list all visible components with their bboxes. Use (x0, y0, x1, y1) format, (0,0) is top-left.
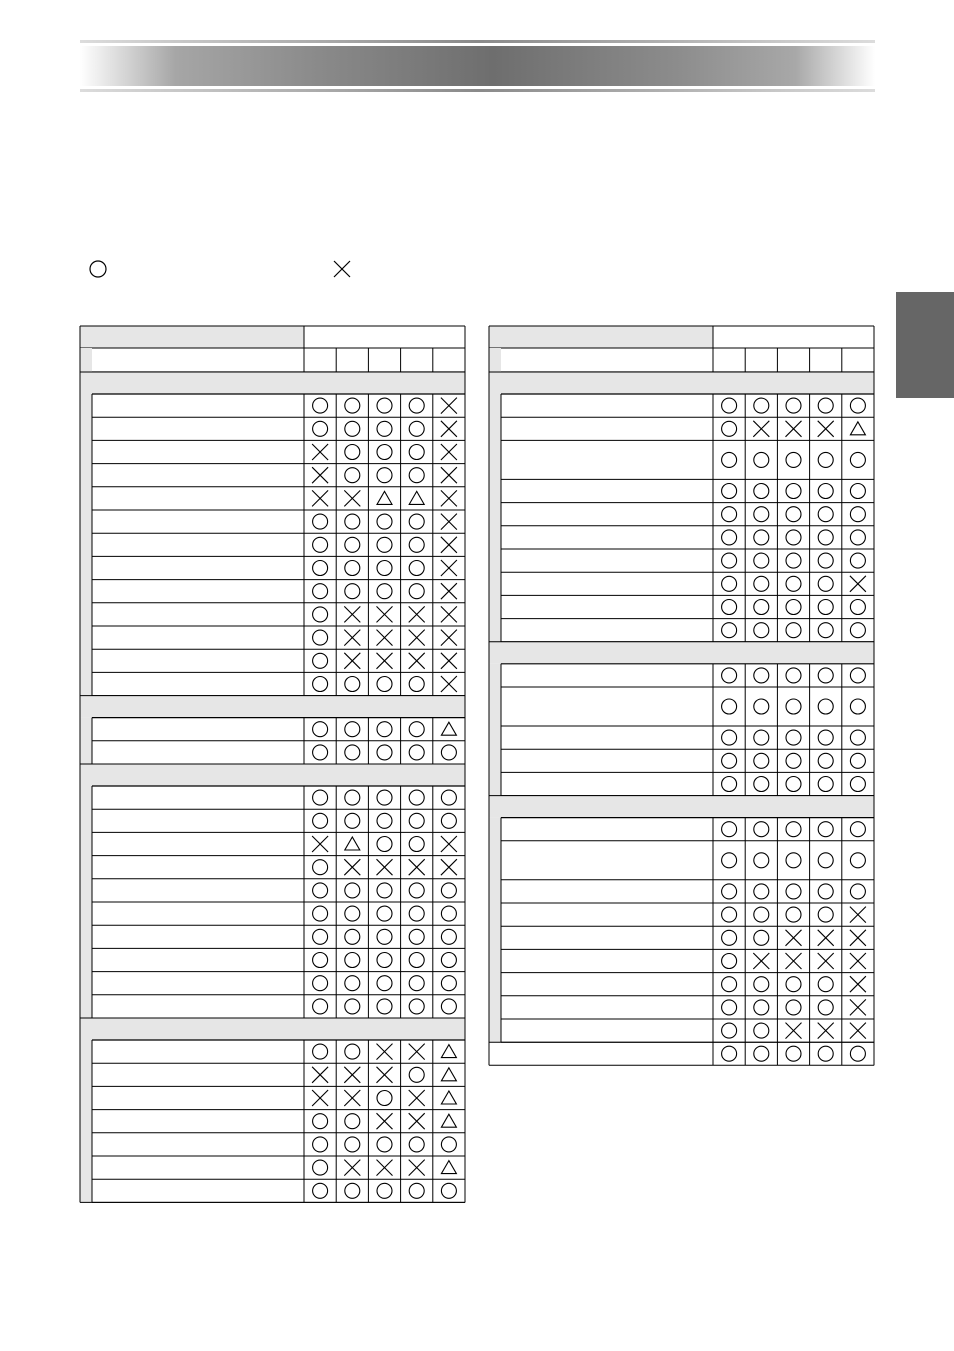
compat-symbol (722, 398, 737, 413)
circle-mark (722, 1046, 737, 1061)
compat-symbol (786, 699, 801, 714)
compat-symbol (786, 977, 801, 992)
circle-mark (818, 530, 833, 545)
compat-symbol (786, 507, 801, 522)
group-indent (489, 664, 501, 796)
compat-symbol (786, 576, 801, 591)
circle-mark (818, 668, 833, 683)
circle-mark (818, 884, 833, 899)
compat-symbol (786, 730, 801, 745)
compat-symbol (722, 668, 737, 683)
compat-symbol (850, 853, 865, 868)
compat-symbol (850, 699, 865, 714)
compat-symbol (722, 977, 737, 992)
circle-mark (850, 530, 865, 545)
compat-symbol (850, 999, 866, 1015)
circle-mark (818, 507, 833, 522)
compat-symbol (818, 623, 833, 638)
compat-symbol (722, 777, 737, 792)
compat-symbol (850, 730, 865, 745)
circle-mark (786, 822, 801, 837)
circle-mark (754, 484, 769, 499)
compat-symbol (754, 600, 769, 615)
compat-symbol (818, 884, 833, 899)
compat-symbol (754, 822, 769, 837)
compat-symbol (818, 576, 833, 591)
circle-mark (850, 507, 865, 522)
circle-mark (850, 884, 865, 899)
compat-symbol (754, 699, 769, 714)
circle-mark (722, 421, 737, 436)
circle-mark (722, 600, 737, 615)
circle-mark (754, 576, 769, 591)
compat-symbol (722, 553, 737, 568)
compat-symbol (850, 753, 865, 768)
circle-mark (754, 907, 769, 922)
compat-symbol (786, 1000, 801, 1015)
circle-mark (754, 530, 769, 545)
circle-mark (786, 530, 801, 545)
compat-symbol (850, 484, 865, 499)
circle-mark (818, 553, 833, 568)
circle-mark (754, 977, 769, 992)
compat-symbol (754, 977, 769, 992)
circle-mark (754, 1000, 769, 1015)
compat-symbol (850, 600, 865, 615)
compat-symbol (722, 884, 737, 899)
circle-mark (850, 600, 865, 615)
compat-symbol (850, 1046, 865, 1061)
compat-symbol (722, 623, 737, 638)
circle-mark (786, 507, 801, 522)
group-indent (489, 818, 501, 1043)
circle-mark (850, 730, 865, 745)
circle-mark (786, 668, 801, 683)
compat-symbol (850, 422, 865, 435)
compat-symbol (786, 753, 801, 768)
compat-symbol (818, 853, 833, 868)
compat-symbol (818, 977, 833, 992)
group-indent (489, 394, 501, 642)
circle-mark (850, 484, 865, 499)
circle-mark (850, 452, 865, 467)
compat-symbol (818, 484, 833, 499)
circle-mark (786, 977, 801, 992)
circle-mark (722, 398, 737, 413)
compat-symbol (786, 600, 801, 615)
circle-mark (754, 730, 769, 745)
circle-mark (754, 668, 769, 683)
compat-symbol (722, 954, 737, 969)
section-band (489, 642, 874, 664)
circle-mark (754, 600, 769, 615)
triangle-mark (850, 422, 865, 435)
compat-symbol (786, 953, 802, 969)
circle-mark (722, 730, 737, 745)
compat-symbol (754, 1023, 769, 1038)
circle-mark (786, 699, 801, 714)
compat-symbol (786, 668, 801, 683)
circle-mark (722, 853, 737, 868)
compat-symbol (786, 907, 801, 922)
compat-symbol (786, 484, 801, 499)
compat-symbol (786, 1046, 801, 1061)
circle-mark (754, 753, 769, 768)
circle-mark (722, 907, 737, 922)
circle-mark (818, 1046, 833, 1061)
compat-symbol (850, 553, 865, 568)
circle-mark (722, 668, 737, 683)
compat-symbol (850, 884, 865, 899)
compat-symbol (786, 853, 801, 868)
circle-mark (754, 822, 769, 837)
compat-symbol (786, 884, 801, 899)
compat-symbol (722, 600, 737, 615)
compat-symbol (754, 484, 769, 499)
circle-mark (850, 398, 865, 413)
circle-mark (722, 553, 737, 568)
circle-mark (786, 884, 801, 899)
compat-symbol (818, 753, 833, 768)
compat-symbol (850, 976, 866, 992)
circle-mark (818, 484, 833, 499)
compat-symbol (754, 853, 769, 868)
compat-symbol (818, 398, 833, 413)
compat-symbol (722, 730, 737, 745)
circle-mark (722, 977, 737, 992)
compat-symbol (850, 822, 865, 837)
circle-mark (850, 753, 865, 768)
circle-mark (722, 753, 737, 768)
compat-symbol (722, 576, 737, 591)
compat-symbol (722, 699, 737, 714)
circle-mark (818, 398, 833, 413)
circle-mark (722, 884, 737, 899)
circle-mark (754, 777, 769, 792)
compat-symbol (850, 777, 865, 792)
compat-symbol (818, 930, 834, 946)
compat-symbol (754, 553, 769, 568)
compat-symbol (754, 1046, 769, 1061)
compat-symbol (786, 530, 801, 545)
compat-symbol (818, 452, 833, 467)
header-indent (489, 348, 501, 372)
circle-mark (786, 907, 801, 922)
circle-mark (786, 730, 801, 745)
circle-mark (754, 930, 769, 945)
circle-mark (722, 530, 737, 545)
circle-mark (818, 977, 833, 992)
circle-mark (818, 853, 833, 868)
circle-mark (850, 853, 865, 868)
circle-mark (786, 576, 801, 591)
circle-mark (818, 699, 833, 714)
compat-symbol (818, 553, 833, 568)
compat-symbol (786, 623, 801, 638)
circle-mark (754, 452, 769, 467)
compat-symbol (786, 930, 802, 946)
circle-mark (786, 753, 801, 768)
circle-mark (722, 699, 737, 714)
circle-mark (850, 777, 865, 792)
circle-mark (754, 553, 769, 568)
circle-mark (786, 1000, 801, 1015)
compat-symbol (818, 907, 833, 922)
circle-mark (850, 1046, 865, 1061)
compat-symbol (786, 822, 801, 837)
circle-mark (850, 553, 865, 568)
compat-symbol (754, 452, 769, 467)
compat-symbol (754, 668, 769, 683)
circle-mark (786, 623, 801, 638)
circle-mark (722, 822, 737, 837)
compat-symbol (753, 953, 769, 969)
section-band (489, 372, 874, 394)
circle-mark (818, 623, 833, 638)
circle-mark (754, 853, 769, 868)
compat-symbol (818, 668, 833, 683)
compat-symbol (818, 777, 833, 792)
circle-mark (754, 623, 769, 638)
compat-symbol (722, 484, 737, 499)
compat-symbol (818, 1046, 833, 1061)
circle-mark (818, 753, 833, 768)
circle-mark (754, 507, 769, 522)
compat-symbol (753, 421, 769, 437)
circle-mark (850, 623, 865, 638)
circle-mark (722, 1023, 737, 1038)
compat-symbol (850, 907, 866, 923)
circle-mark (754, 1046, 769, 1061)
circle-mark (786, 1046, 801, 1061)
circle-mark (722, 507, 737, 522)
compat-symbol (786, 398, 801, 413)
compat-symbol (818, 530, 833, 545)
compat-symbol (754, 1000, 769, 1015)
circle-mark (786, 398, 801, 413)
compat-symbol (754, 398, 769, 413)
compat-symbol (754, 930, 769, 945)
compat-symbol (722, 530, 737, 545)
circle-mark (786, 553, 801, 568)
circle-mark (786, 452, 801, 467)
circle-mark (818, 576, 833, 591)
circle-mark (722, 930, 737, 945)
compat-symbol (722, 907, 737, 922)
circle-mark (786, 853, 801, 868)
compat-symbol (722, 507, 737, 522)
compat-symbol (754, 623, 769, 638)
circle-mark (754, 699, 769, 714)
compat-symbol (722, 753, 737, 768)
compat-symbol (754, 730, 769, 745)
header-band (489, 326, 713, 348)
circle-mark (754, 398, 769, 413)
circle-mark (722, 576, 737, 591)
compat-symbol (722, 421, 737, 436)
compat-symbol (722, 452, 737, 467)
compat-symbol (754, 884, 769, 899)
compat-symbol (786, 421, 802, 437)
compat-symbol (754, 576, 769, 591)
circle-mark (722, 452, 737, 467)
circle-mark (754, 1023, 769, 1038)
compat-symbol (786, 1023, 802, 1039)
compat-symbol (818, 1000, 833, 1015)
circle-mark (722, 484, 737, 499)
circle-mark (722, 1000, 737, 1015)
circle-mark (818, 822, 833, 837)
circle-mark (818, 452, 833, 467)
compat-symbol (850, 576, 866, 592)
circle-mark (722, 954, 737, 969)
compat-symbol (818, 730, 833, 745)
compat-symbol (722, 930, 737, 945)
circle-mark (850, 699, 865, 714)
circle-mark (818, 907, 833, 922)
compat-symbol (850, 452, 865, 467)
compat-symbol (818, 822, 833, 837)
circle-mark (754, 884, 769, 899)
circle-mark (850, 822, 865, 837)
compat-symbol (722, 822, 737, 837)
circle-mark (722, 777, 737, 792)
section-band (489, 796, 874, 818)
compat-symbol (754, 907, 769, 922)
compat-symbol (850, 953, 866, 969)
compat-symbol (818, 1023, 834, 1039)
circle-mark (818, 777, 833, 792)
circle-mark (786, 777, 801, 792)
compat-symbol (818, 699, 833, 714)
compat-symbol (754, 753, 769, 768)
compat-symbol (850, 623, 865, 638)
compat-symbol (754, 777, 769, 792)
compat-symbol (786, 452, 801, 467)
compat-symbol (722, 853, 737, 868)
compat-symbol (850, 530, 865, 545)
compat-symbol (850, 507, 865, 522)
compat-symbol (850, 398, 865, 413)
compat-symbol (786, 777, 801, 792)
compat-symbol (786, 553, 801, 568)
compat-symbol (722, 1000, 737, 1015)
compat-symbol (754, 530, 769, 545)
circle-mark (786, 600, 801, 615)
compat-symbol (850, 930, 866, 946)
compat-symbol (818, 507, 833, 522)
circle-mark (818, 1000, 833, 1015)
compat-symbol (754, 507, 769, 522)
compat-symbol (818, 600, 833, 615)
compat-symbol (722, 1023, 737, 1038)
circle-mark (722, 623, 737, 638)
circle-mark (818, 600, 833, 615)
compat-symbol (850, 668, 865, 683)
circle-mark (818, 730, 833, 745)
compat-symbol (818, 421, 834, 437)
compat-symbol (818, 953, 834, 969)
compat-symbol (850, 1023, 866, 1039)
circle-mark (850, 668, 865, 683)
circle-mark (786, 484, 801, 499)
compat-symbol (722, 1046, 737, 1061)
